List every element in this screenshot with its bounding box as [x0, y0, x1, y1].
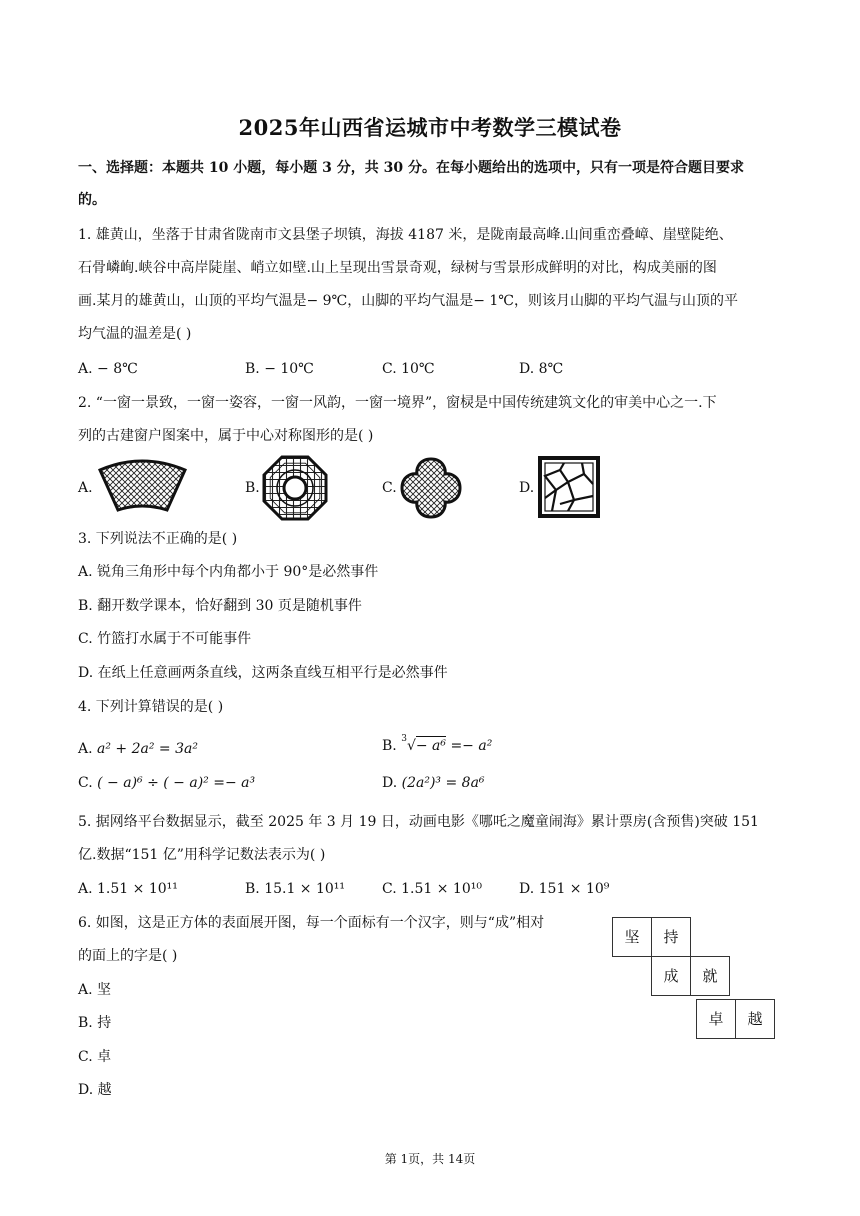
q3-option-a: A. 锐角三角形中每个内角都小于 90°是必然事件: [78, 564, 379, 580]
octagon-window-figure: [262, 455, 328, 521]
section-heading: 一、选择题：本题共 10 小题，每小题 3 分，共 30 分。在每小题给出的选项中，只有一项是符合题目要求: [78, 160, 744, 176]
q4-option-d: [382, 773, 485, 793]
q2-line: 2. “一窗一景致，一窗一姿容，一窗一风韵，一窗一境界”，窗棂是中国传统建筑文化的审美中心之一.下: [78, 395, 717, 411]
q1-line: 1. 雄黄山，坐落于甘肃省陇南市文县堡子坝镇，海拔 4187 米，是陇南最高峰.山间重峦叠嶂、崖壁陡绝、: [78, 227, 733, 243]
cube-face: 坚: [612, 917, 652, 957]
root-index: 3: [401, 734, 407, 744]
q6-option-c: C. 卓: [78, 1049, 112, 1065]
q4-stem: 4. 下列计算错误的是( ): [78, 699, 224, 715]
math-expression: =− a²: [446, 738, 493, 754]
q5-option-b: B. 15.1 × 10¹¹: [245, 881, 346, 897]
q2-option-d: D.: [519, 480, 535, 496]
cube-face: 越: [735, 999, 775, 1039]
option-label: C.: [78, 775, 98, 791]
cube-face: 成: [651, 956, 691, 996]
quatrefoil-window-figure: [398, 455, 464, 521]
q6-option-d: D. 越: [78, 1082, 112, 1098]
q5-line: 亿.数据“151 亿”用科学记数法表示为( ): [78, 847, 326, 863]
square-window-figure: [538, 456, 600, 518]
q3-option-d: D. 在纸上任意画两条直线，这两条直线互相平行是必然事件: [78, 665, 448, 681]
radicand: − a⁶: [415, 738, 446, 754]
math-expression: a² + 2a² = 3a²: [97, 741, 198, 757]
q3-stem: 3. 下列说法不正确的是( ): [78, 531, 238, 547]
q2-line: 列的古建窗户图案中，属于中心对称图形的是( ): [78, 428, 374, 444]
q3-option-c: C. 竹篮打水属于不可能事件: [78, 631, 252, 647]
q1-line: 均气温的温差是( ): [78, 326, 192, 342]
math-expression: (2a²)³ = 8a⁶: [401, 775, 485, 791]
q1-option-b: B. − 10℃: [245, 361, 314, 377]
q5-line: 5. 据网络平台数据显示，截至 2025 年 3 月 19 日，动画电影《哪吒之魔童闹海》累计票房(含预售)突破 151: [78, 814, 759, 830]
cube-face: 卓: [696, 999, 736, 1039]
q4-option-c: [78, 773, 255, 793]
cube-net-figure: [612, 917, 782, 1042]
q5-option-c: C. 1.51 × 10¹⁰: [382, 881, 482, 897]
q5-option-a: A. 1.51 × 10¹¹: [78, 881, 178, 897]
q4-option-b: [382, 736, 492, 756]
cube-root: [401, 736, 446, 756]
q6-option-a: A. 坚: [78, 982, 112, 998]
q6-line: 6. 如图，这是正方体的表面展开图，每一个面标有一个汉字，则与“成”相对: [78, 915, 545, 931]
radical-sign-icon: √: [406, 738, 416, 754]
q1-line: 石骨嶙峋.峡谷中高岸陡崖、峭立如壁.山上呈现出雪景奇观，绿树与雪景形成鲜明的对比，构成美丽的图: [78, 260, 717, 276]
q1-line: 画.某月的雄黄山，山顶的平均气温是− 9℃，山脚的平均气温是− 1℃，则该月山脚的平均气温与山顶的平: [78, 293, 738, 309]
q5-option-d: D. 151 × 10⁹: [519, 881, 610, 897]
q4-option-a: [78, 739, 198, 759]
cube-face: 持: [651, 917, 691, 957]
q1-option-d: D. 8℃: [519, 361, 564, 377]
page-title: 2025年山西省运城市中考数学三模试卷: [238, 115, 622, 140]
math-expression: ( − a)⁶ ÷ ( − a)² =− a³: [97, 775, 256, 791]
fan-window-figure: [95, 458, 190, 516]
option-label: A.: [78, 741, 98, 757]
q1-option-c: C. 10℃: [382, 361, 435, 377]
q2-option-a: A.: [78, 480, 93, 496]
page-footer: 第 1页，共 14页: [384, 1152, 476, 1166]
cube-face: 就: [690, 956, 730, 996]
q2-option-b: B.: [245, 480, 260, 496]
section-heading-cont: 的。: [78, 192, 106, 208]
option-label: D.: [382, 775, 402, 791]
q3-option-b: B. 翻开数学课本，恰好翻到 30 页是随机事件: [78, 598, 362, 614]
q6-option-b: B. 持: [78, 1015, 112, 1031]
q1-option-a: A. − 8℃: [78, 361, 138, 377]
q2-option-c: C.: [382, 480, 397, 496]
q6-line: 的面上的字是( ): [78, 948, 178, 964]
option-label: B.: [382, 738, 402, 754]
